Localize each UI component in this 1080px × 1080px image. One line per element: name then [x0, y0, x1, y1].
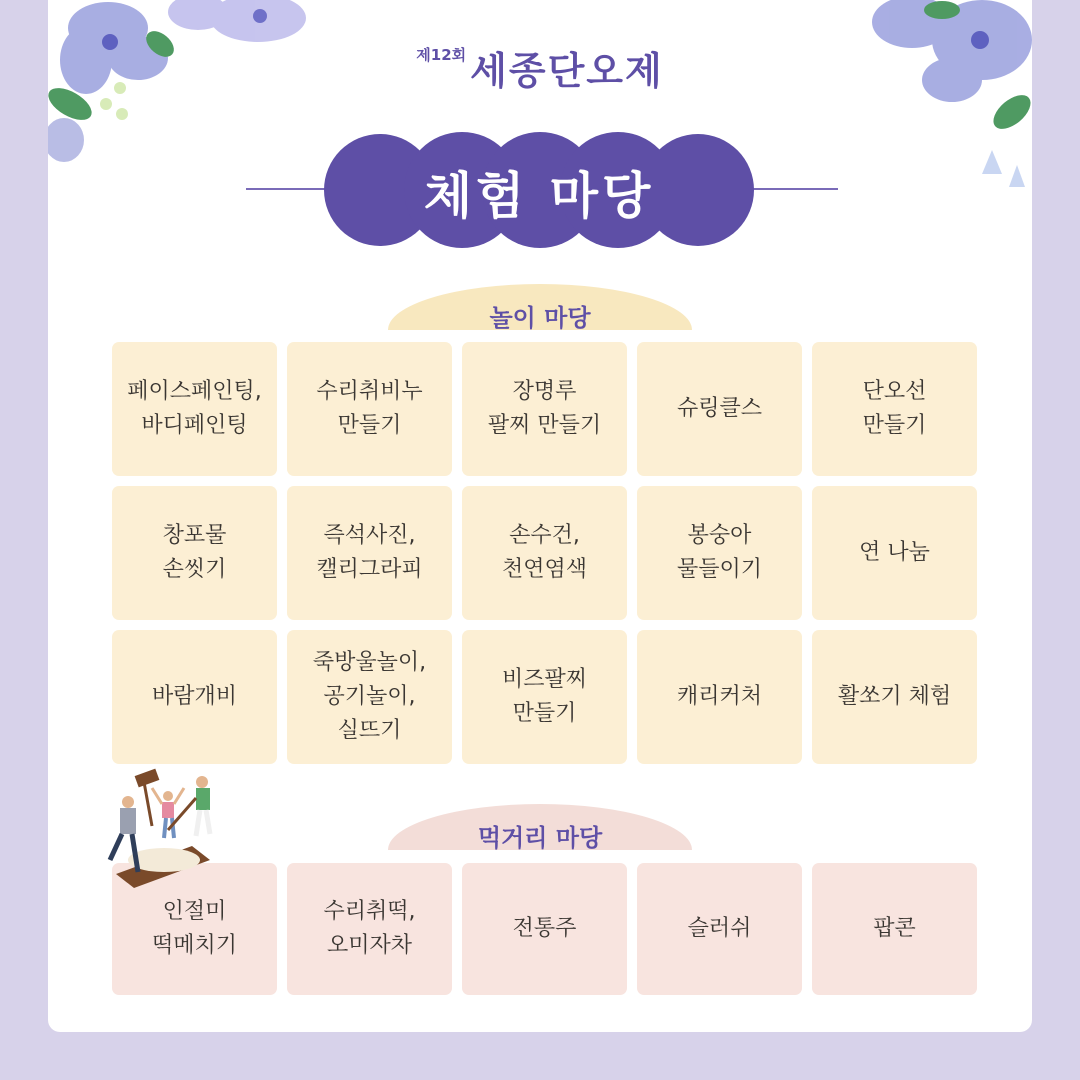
activity-item: 수리취비누 만들기 — [287, 342, 452, 476]
activity-item: 단오선 만들기 — [812, 342, 977, 476]
activity-item: 봉숭아 물들이기 — [637, 486, 802, 620]
activity-item: 연 나눔 — [812, 486, 977, 620]
food-item: 팝콘 — [812, 863, 977, 995]
main-title: 체험 마당 — [423, 167, 655, 225]
rice-cake-pounding-illustration — [72, 768, 222, 888]
activity-item: 즉석사진, 캘리그라피 — [287, 486, 452, 620]
activity-item: 손수건, 천연염색 — [462, 486, 627, 620]
activity-item: 활쏘기 체험 — [812, 630, 977, 764]
festival-title — [48, 40, 1032, 95]
activity-item: 바람개비 — [112, 630, 277, 764]
activity-item: 캐리커처 — [637, 630, 802, 764]
activity-item: 창포물 손씻기 — [112, 486, 277, 620]
main-title-banner — [48, 130, 1032, 250]
food-section-label: 먹거리 마당 — [388, 804, 692, 850]
food-item: 인절미 떡메치기 — [112, 863, 277, 995]
activity-item: 비즈팔찌 만들기 — [462, 630, 627, 764]
food-item: 슬러쉬 — [637, 863, 802, 995]
play-activity-grid — [112, 342, 977, 764]
play-section-label: 놀이 마당 — [388, 284, 692, 330]
activity-item: 슈링클스 — [637, 342, 802, 476]
poster-card — [48, 0, 1032, 1032]
activity-item: 죽방울놀이, 공기놀이, 실뜨기 — [287, 630, 452, 764]
activity-item: 페이스페인팅, 바디페인팅 — [112, 342, 277, 476]
food-item-grid — [112, 863, 977, 995]
activity-item: 장명루 팔찌 만들기 — [462, 342, 627, 476]
festival-name: 세종단오제 — [470, 49, 664, 93]
food-item: 수리취떡, 오미자차 — [287, 863, 452, 995]
food-item: 전통주 — [462, 863, 627, 995]
festival-edition: 제12회 — [416, 46, 467, 64]
